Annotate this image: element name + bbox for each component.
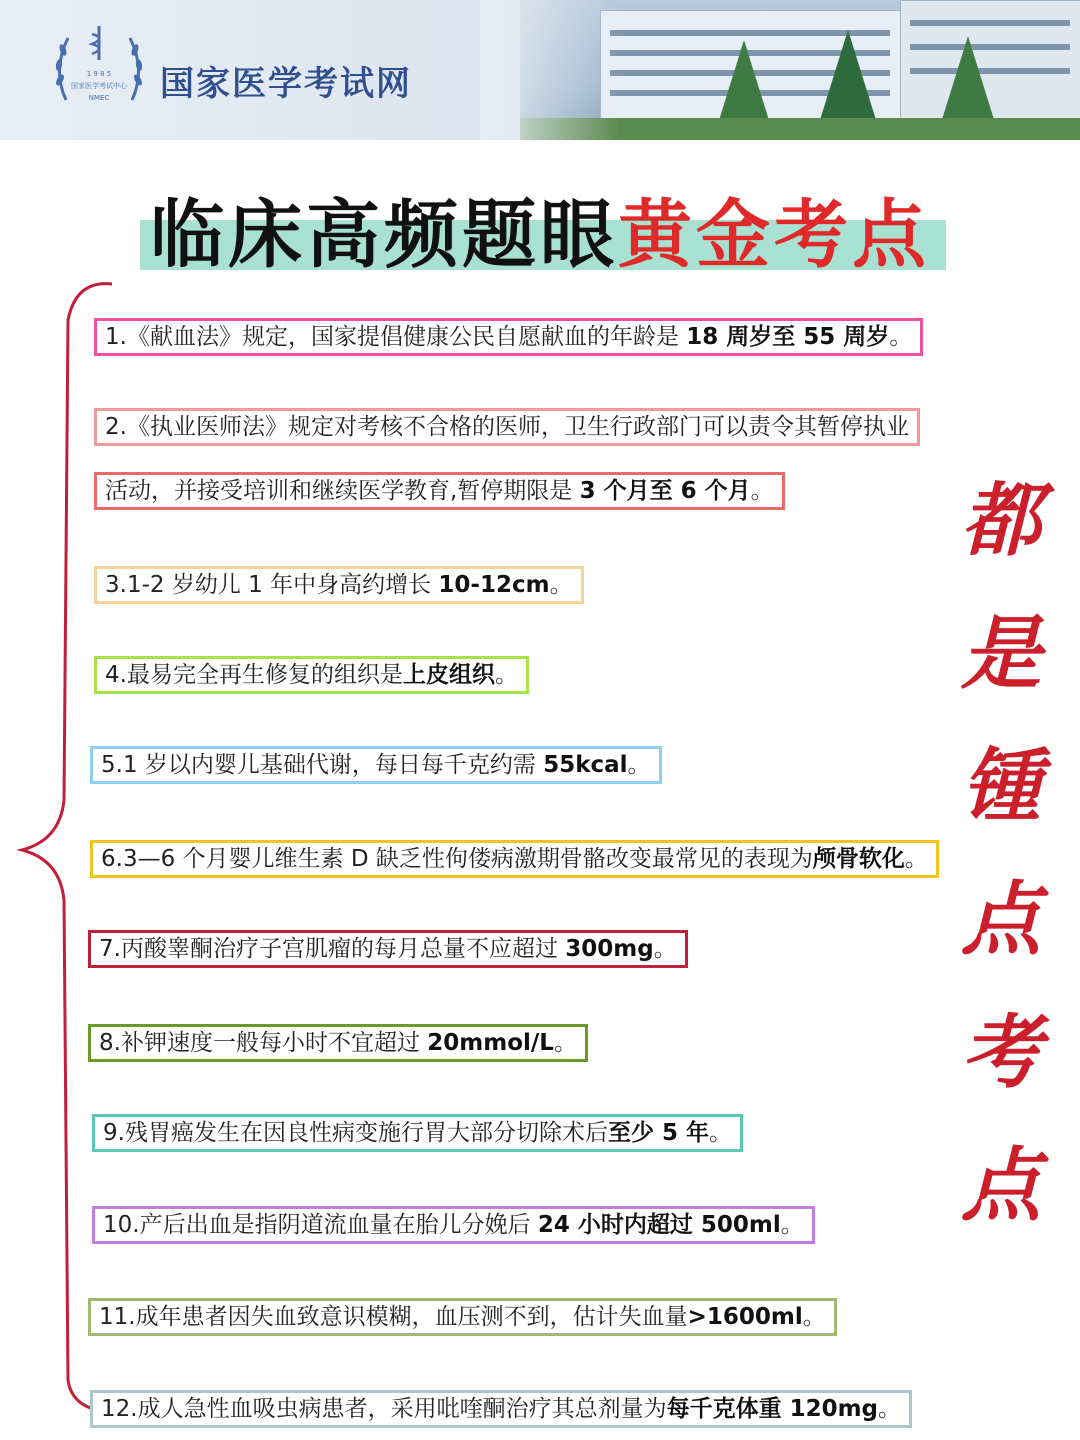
exam-point-item — [90, 746, 662, 784]
item-punctuation: 。 — [553, 1030, 577, 1056]
page-title — [0, 176, 1080, 282]
item-key-answer: 55kcal — [543, 752, 628, 778]
item-punctuation: 。 — [627, 752, 651, 778]
exam-point-item — [88, 930, 688, 968]
item-text: 2.《执业医师法》规定对考核不合格的医师，卫生行政部门可以责令其暂停执业 — [105, 414, 909, 440]
item-punctuation: 。 — [889, 324, 913, 350]
exam-point-item — [94, 408, 920, 446]
exam-point-item — [92, 1114, 743, 1152]
exam-point-item — [94, 472, 785, 510]
item-key-answer: 24 小时内超过 500ml — [537, 1212, 781, 1238]
slogan-char: 锺 — [961, 739, 1041, 833]
item-text: 5.1 岁以内婴儿基础代谢，每日每千克约需 — [101, 752, 544, 778]
item-text: 10.产后出血是指阴道流血量在胎儿分娩后 — [103, 1212, 538, 1238]
item-text: 9.残胃癌发生在因良性病变施行胃大部分切除术后 — [103, 1120, 608, 1146]
item-text: 8.补钾速度一般每小时不宜超过 — [99, 1030, 428, 1056]
slogan-char: 点 — [961, 1138, 1041, 1232]
slogan-char: 点 — [961, 872, 1041, 966]
exam-point-item — [90, 840, 939, 878]
exam-point-item — [94, 566, 584, 604]
exam-point-item — [94, 656, 529, 694]
item-text: 活动，并接受培训和继续医学教育,暂停期限是 — [105, 478, 580, 504]
exam-point-item — [88, 1298, 837, 1336]
logo-org-name: 国家医学考试中心 — [71, 82, 127, 90]
item-text: 7.丙酸睾酮治疗子宫肌瘤的每月总量不应超过 — [99, 936, 566, 962]
slogan-char: 是 — [961, 606, 1041, 700]
item-key-answer: 20mmol/L — [427, 1030, 554, 1056]
title-part-dark: 临床高频题眼 — [150, 192, 618, 278]
exam-point-item — [94, 318, 923, 356]
item-punctuation: 。 — [653, 936, 677, 962]
item-key-answer: 10-12cm — [438, 572, 550, 598]
site-name: 国家医学考试网 — [160, 64, 412, 104]
item-punctuation: 。 — [708, 1120, 732, 1146]
exam-point-item — [92, 1206, 815, 1244]
exam-point-item — [88, 1024, 588, 1062]
item-key-answer: 上皮组织 — [402, 662, 495, 688]
item-punctuation: 。 — [904, 846, 928, 872]
item-punctuation: 。 — [750, 478, 774, 504]
logo-year: 1 9 8 5 — [86, 70, 112, 78]
item-key-answer: 300mg — [565, 936, 654, 962]
item-text: 12.成人急性血吸虫病患者，采用吡喹酮治疗其总剂量为 — [101, 1396, 667, 1422]
slogan-char: 都 — [961, 473, 1041, 567]
side-slogan — [946, 470, 1056, 1268]
item-punctuation: 。 — [780, 1212, 804, 1238]
item-punctuation: 。 — [802, 1304, 826, 1330]
item-text: 6.3—6 个月婴儿维生素 D 缺乏性佝偻病激期骨骼改变最常见的表现为 — [101, 846, 813, 872]
item-punctuation: 。 — [549, 572, 573, 598]
item-text: 4.最易完全再生修复的组织是 — [105, 662, 403, 688]
item-text: 11.成年患者因失血致意识模糊，血压测不到，估计失血量 — [99, 1304, 688, 1330]
item-key-answer: 每千克体重 120mg — [666, 1396, 879, 1422]
logo-abbr: NMEC — [88, 94, 110, 102]
item-punctuation: 。 — [494, 662, 518, 688]
nmec-logo-icon — [46, 20, 152, 120]
item-key-answer: 18 周岁至 55 周岁 — [686, 324, 890, 350]
exam-point-item — [90, 1390, 912, 1428]
item-punctuation: 。 — [878, 1396, 902, 1422]
item-text: 1.《献血法》规定，国家提倡健康公民自愿献血的年龄是 — [105, 324, 687, 350]
header-banner — [0, 0, 1080, 140]
item-key-answer: 至少 5 年 — [607, 1120, 709, 1146]
item-text: 3.1-2 岁幼儿 1 年中身高约增长 — [105, 572, 439, 598]
item-key-answer: >1600ml — [687, 1304, 803, 1330]
title-part-red: 黄金考点 — [618, 192, 930, 278]
item-key-answer: 颅骨软化 — [812, 846, 905, 872]
item-key-answer: 3 个月至 6 个月 — [579, 478, 751, 504]
slogan-char: 考 — [961, 1005, 1041, 1099]
